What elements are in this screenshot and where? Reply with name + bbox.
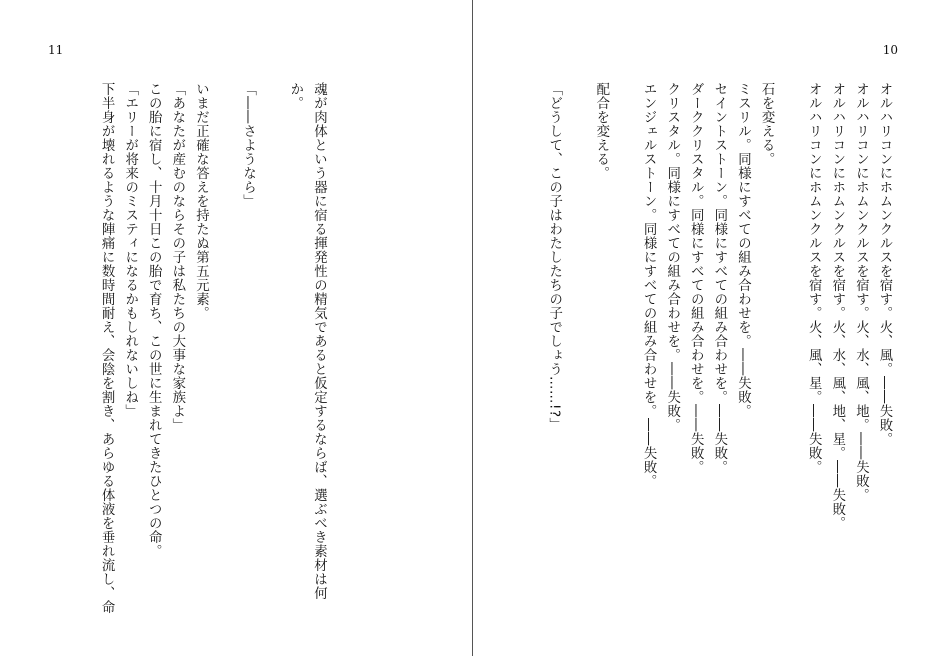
text-line: 下半身が壊れるような陣痛に数時間耐え、会陰を割き、あらゆる体液を垂れ流し、命	[99, 82, 115, 614]
text-line: オルハリコンにホムンクルスを宿す。火、風、星。――失敗。	[806, 82, 822, 474]
blank-line	[613, 82, 637, 622]
text-line: エンジェルストーン。同様にすべての組み合わせを。――失敗。	[641, 82, 657, 488]
text-line: ダーククリスタル。同様にすべての組み合わせを。――失敗。	[688, 82, 704, 474]
text-line: オルハリコンにホムンクルスを宿す。火、水、風、地、星。――失敗。	[829, 82, 845, 530]
text-line: ミスリル。同様にすべての組み合わせを。――失敗。	[735, 82, 751, 418]
blank-line	[212, 82, 236, 622]
text-line: この胎に宿し、十月十日この胎で育ち、この世に生まれてきたひとつの命。	[146, 82, 162, 558]
right-page-body-text	[542, 82, 896, 622]
text-line: セイントストーン。同様にすべての組み合わせを。――失敗。	[711, 82, 727, 474]
text-line: 石を変える。	[759, 82, 775, 166]
blank-line	[330, 82, 354, 622]
text-line: 魂が肉体という器に宿る揮発性の精気であると仮定するならば、選ぶべき素材は何	[311, 82, 327, 600]
text-line: 「――さようなら」	[240, 82, 256, 208]
text-line: 配合を変える。	[593, 82, 609, 180]
left-page	[0, 0, 472, 656]
text-line: オルハリコンにホムンクルスを宿す。火、水、風、地。――失敗。	[853, 82, 869, 502]
text-line: オルハリコンにホムンクルスを宿す。火、風。――失敗。	[877, 82, 892, 446]
text-line: 「どうして、この子はわたしたちの子でしょう……!?」	[546, 82, 562, 432]
text-line: 「あなたが産むのならその子は私たちの大事な家族よ」	[169, 82, 185, 432]
page-number-left: 11	[48, 43, 64, 57]
text-line: いまだ正確な答えを持たぬ第五元素。	[193, 82, 209, 320]
blank-line	[260, 82, 284, 622]
page-number-right: 10	[882, 43, 898, 57]
text-line: か。	[287, 82, 303, 110]
blank-line	[566, 82, 590, 622]
right-page	[473, 0, 946, 656]
text-line: 「エリーが将来のミスティになるかもしれないしね」	[122, 82, 138, 418]
left-page-body-text	[94, 82, 354, 622]
blank-line	[778, 82, 802, 622]
text-line: クリスタル。同様にすべての組み合わせを。――失敗。	[664, 82, 680, 432]
